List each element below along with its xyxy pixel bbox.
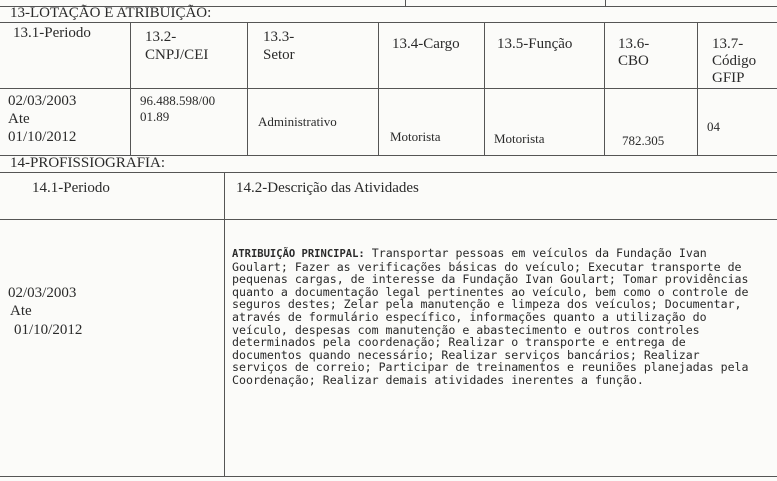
header-gfip-line1: 13.7- bbox=[712, 36, 744, 52]
header-periodo: 13.1-Periodo bbox=[13, 25, 91, 41]
top-cell-divider-1 bbox=[405, 0, 406, 6]
row-cargo: Motorista bbox=[390, 129, 441, 144]
top-cell-divider-2 bbox=[605, 0, 606, 6]
activity-date-end: 01/10/2012 bbox=[14, 322, 83, 338]
row-setor: Administrativo bbox=[258, 114, 337, 129]
section14-title-rule bbox=[0, 172, 777, 173]
header-cargo: 13.4-Cargo bbox=[392, 36, 460, 52]
section13-title-rule bbox=[0, 22, 777, 23]
section13-col-divider bbox=[378, 22, 379, 155]
section13-col-divider bbox=[247, 22, 248, 155]
header-cnpj-line1: 13.2- bbox=[145, 29, 177, 45]
activity-description bbox=[232, 246, 756, 387]
header-cnpj-line2: CNPJ/CEI bbox=[145, 47, 209, 63]
header-descricao: 14.2-Descrição das Atividades bbox=[236, 180, 419, 196]
header-periodo-14: 14.1-Periodo bbox=[32, 180, 110, 196]
row-date-start: 02/03/2003 bbox=[8, 93, 77, 109]
header-gfip-line2: Código bbox=[712, 53, 757, 69]
section13-col-divider bbox=[697, 22, 698, 155]
activity-description-text: Transportar pessoas em veículos da Fundação Ivan Goulart; Fazer as verificações básicas do veículo; Executar transporte de pequenas cargas, de interesse da Fundação Ivan Goulart; Tomar providências quanto a documentação legal pertinentes ao veículo, bem como o controle de seguros destes; Zelar pela manutenção e limpeza dos veículos; Documentar, através de formulário específico, informações quanto a utilização do veículo, despesas com manutenção e abastecimento e outros controles determinados pela coordenação; Realizar o transporte e entrega de documentos quando necessário; Realizar serviços bancários; Realizar serviços de correio; Participar de treinamentos e reuniões planejadas pela Coordenação; Realizar demais atividades inerentes a função. bbox=[232, 246, 756, 387]
section14-title: 14-PROFISSIOGRAFIA: bbox=[10, 155, 166, 171]
activity-ate: Ate bbox=[10, 303, 32, 319]
activity-date-start: 02/03/2003 bbox=[8, 285, 77, 301]
section14-header-rule bbox=[0, 219, 777, 220]
header-gfip-line3: GFIP bbox=[712, 70, 745, 86]
header-setor-line2: Setor bbox=[263, 47, 295, 63]
header-funcao: 13.5-Função bbox=[497, 36, 573, 52]
section14-bottom-rule bbox=[0, 476, 777, 477]
section13-col-divider bbox=[130, 22, 131, 155]
section13-col-divider bbox=[484, 22, 485, 155]
section13-header-rule bbox=[0, 88, 777, 89]
section14-col-divider bbox=[224, 172, 225, 476]
activity-description-label: ATRIBUIÇÃO PRINCIPAL: bbox=[232, 248, 365, 260]
section13-col-divider bbox=[604, 22, 605, 155]
row-gfip: 04 bbox=[707, 119, 720, 134]
header-setor-line1: 13.3- bbox=[263, 29, 295, 45]
row-cnpj-line1: 96.488.598/00 bbox=[140, 93, 216, 108]
row-cbo: 782.305 bbox=[622, 133, 665, 148]
row-date-end: 01/10/2012 bbox=[8, 129, 77, 145]
header-cbo-line2: CBO bbox=[618, 53, 649, 69]
row-funcao: Motorista bbox=[494, 131, 545, 146]
section13-title: 13-LOTAÇÃO E ATRIBUIÇÃO: bbox=[10, 5, 212, 21]
row-cnpj-line2: 01.89 bbox=[140, 109, 170, 124]
header-cbo-line1: 13.6- bbox=[618, 36, 650, 52]
row-ate: Ate bbox=[8, 111, 30, 127]
